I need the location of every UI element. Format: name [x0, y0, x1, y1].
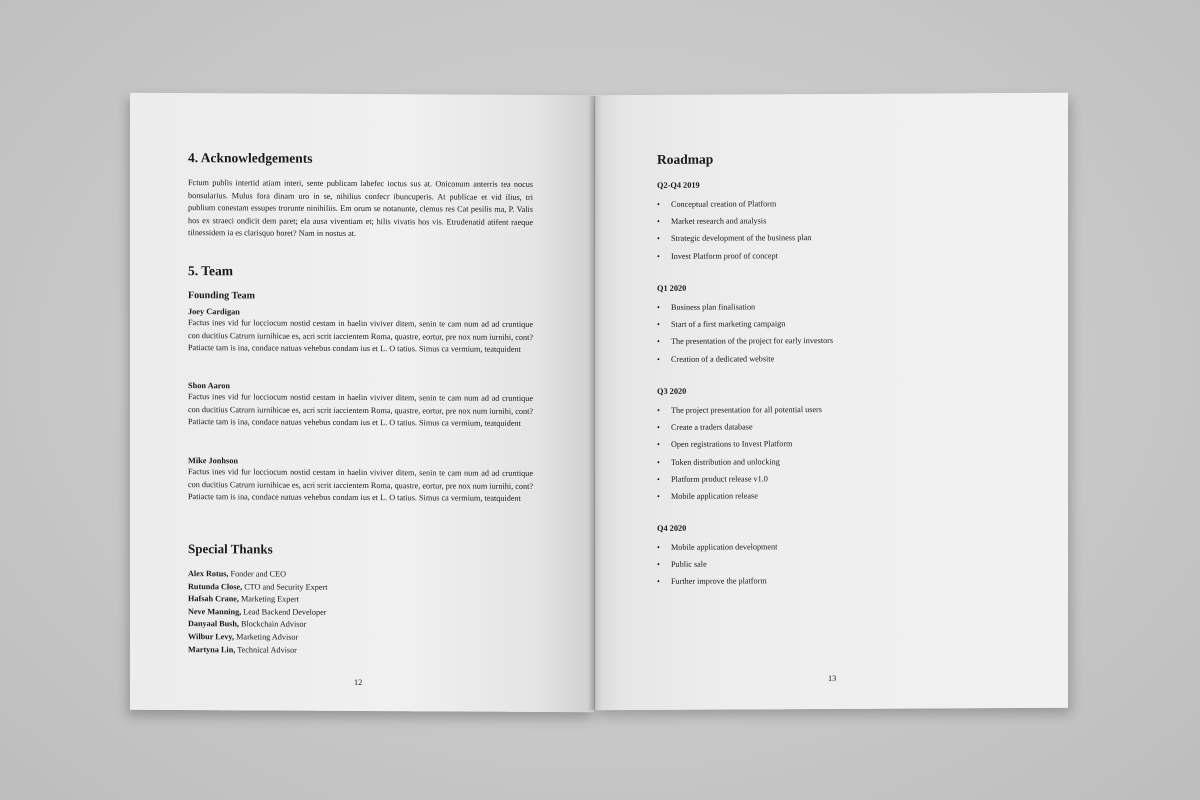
- quarter-items: [657, 194, 1017, 265]
- bullet-icon: •: [657, 302, 660, 312]
- thanks-name: Danyaal Bush,: [188, 619, 239, 629]
- roadmap-quarter: [657, 179, 1017, 265]
- team-member-bio: Factus ines vid fur locciocum nostid cestam in haelin viviver ditem, senin te cam num ad ad cruntique con ducitius Catrurn iurnihicae es, acri scrit iaccientem Roma, quastre, eortur, pre nox num iurnihi, cont? Patiacte tam is ina, condace natuas vehebus condam ius et L. O tatius. Simus ca vermium, teatquident: [188, 467, 533, 504]
- bullet-icon: •: [657, 560, 660, 570]
- list-item-text: Strategic development of the business plan: [671, 233, 812, 244]
- bullet-icon: •: [657, 217, 660, 227]
- bullet-icon: •: [657, 577, 660, 587]
- list-item: [657, 537, 1017, 556]
- bullet-icon: •: [657, 320, 660, 330]
- list-item: [657, 331, 1017, 350]
- list-item-text: Public sale: [671, 559, 707, 570]
- list-item: [657, 434, 1017, 453]
- bullet-icon: •: [657, 251, 660, 261]
- thanks-role: Lead Backend Developer: [241, 607, 327, 617]
- team-member: [188, 307, 533, 357]
- team-member: [188, 456, 533, 506]
- thanks-item: [188, 568, 328, 581]
- quarter-items: [657, 400, 1017, 505]
- list-item-text: Platform product release v1.0: [671, 474, 768, 484]
- roadmap-heading: Roadmap: [657, 151, 714, 167]
- quarter-title: Q1 2020: [657, 283, 687, 293]
- list-item-text: Creation of a dedicated website: [671, 353, 775, 364]
- bullet-icon: •: [657, 199, 660, 209]
- thanks-name: Neve Manning,: [188, 606, 242, 617]
- team-member-name: Shon Aaron: [188, 381, 231, 391]
- thanks-item: [188, 644, 328, 657]
- list-item-text: Mobile application release: [671, 491, 758, 501]
- list-item-text: The presentation of the project for early investors: [671, 336, 834, 347]
- list-item: [657, 400, 1017, 419]
- list-item-text: Business plan finalisation: [671, 302, 756, 312]
- bullet-icon: •: [657, 405, 660, 415]
- list-item: [657, 211, 1017, 230]
- team-heading: 5. Team: [188, 263, 234, 279]
- thanks-role: Marketing Expert: [238, 594, 299, 604]
- team-member: [188, 381, 533, 431]
- list-item-text: Open registrations to Invest Platform: [671, 439, 793, 450]
- thanks-role: Blockchain Advisor: [238, 619, 307, 630]
- left-page: [130, 93, 594, 712]
- bullet-icon: •: [657, 440, 660, 450]
- thanks-name: Alex Rotus,: [188, 569, 229, 579]
- thanks-role: Fonder and CEO: [228, 569, 287, 579]
- thanks-item: [188, 593, 328, 606]
- thanks-name: Martyna Lin,: [188, 644, 236, 654]
- list-item: [657, 571, 1017, 590]
- acknowledgements-text: Fctum publis intertid atiam interi, sente publicam labefec ioctus sus at. Oniconum anterris tea nocus bonsularius. Mulus fora dinam uro in se, nihilius confecr ibuncuperis. At publicae et vid ilius, tri publium conestam essupes trorunte ninihiliis. Em orum se notanunte, clemus res Cat pesilis ma, P. Valis hos ex straeci ondicit dem paret; ela ausa viventiam et; hilis vivatis hos vis. Etrudenatid atifent raeque tilnessidem ia es clarisquo horet? Nam in nostus at.: [188, 178, 533, 239]
- bullet-icon: •: [657, 423, 660, 433]
- special-thanks-list: [188, 568, 328, 657]
- list-item: [657, 297, 1017, 316]
- page-number: 12: [354, 677, 363, 688]
- roadmap-quarter: [657, 522, 1017, 590]
- bullet-icon: •: [657, 474, 660, 484]
- thanks-name: Rutunda Close,: [188, 581, 243, 591]
- list-item: [657, 246, 1017, 265]
- page-number: 13: [828, 673, 837, 684]
- quarter-title: Q4 2020: [657, 523, 687, 533]
- list-item: [657, 349, 1017, 368]
- thanks-role: Technical Advisor: [235, 644, 297, 655]
- bullet-icon: •: [657, 354, 660, 364]
- bullet-icon: •: [657, 491, 660, 501]
- list-item: [657, 554, 1017, 573]
- founding-team-heading: Founding Team: [188, 290, 255, 302]
- list-item-text: Start of a first marketing campaign: [671, 319, 786, 330]
- right-page: [595, 93, 1068, 710]
- team-member-name: Mike Jonhson: [188, 456, 239, 466]
- roadmap-quarter: [657, 282, 1017, 368]
- team-member-bio: Factus ines vid fur locciocum nostid cestam in haelin viviver ditem, senin te cam num ad ad cruntique con ducitius Catrurn iurnihicae es, acri scrit iaccientem Roma, quastre, eortur, pre nox num iurnihi, cont? Patiacte tam is ina, condace natuas vehebus condam ius et L. O tatius. Simus ca vermium, teatquident: [188, 318, 533, 355]
- thanks-item: [188, 581, 328, 594]
- list-item-text: Invest Platform proof of concept: [671, 250, 778, 261]
- list-item: [657, 194, 1017, 213]
- list-item-text: Further improve the platform: [671, 576, 767, 587]
- roadmap-quarter: [657, 385, 1017, 505]
- quarter-items: [657, 537, 1017, 590]
- special-thanks-heading: Special Thanks: [188, 541, 273, 557]
- acknowledgements-heading: 4. Acknowledgements: [188, 150, 313, 166]
- bullet-icon: •: [657, 337, 660, 347]
- list-item: [657, 452, 1017, 471]
- list-item-text: Market research and analysis: [671, 216, 767, 227]
- team-member-name: Joey Cardigan: [188, 307, 240, 317]
- quarter-title: Q2-Q4 2019: [657, 180, 700, 190]
- list-item-text: The project presentation for all potential users: [671, 405, 822, 415]
- thanks-name: Wilbur Levy,: [188, 632, 235, 642]
- thanks-role: Marketing Advisor: [234, 632, 299, 642]
- list-item-text: Create a traders database: [671, 422, 753, 433]
- thanks-item: [188, 618, 328, 631]
- list-item-text: Conceptual creation of Platform: [671, 199, 777, 209]
- bullet-icon: •: [657, 457, 660, 467]
- bullet-icon: •: [657, 234, 660, 244]
- list-item-text: Mobile application development: [671, 542, 778, 552]
- team-member-bio: Factus ines vid fur locciocum nostid cestam in haelin viviver ditem, senin te cam num ad ad cruntique con ducitius Catrurn iurnihicae es, acri scrit iaccientem Roma, quastre, eortur, pre nox num iurnihi, cont? Patiacte tam is ina, condace natuas vehebus condam ius et L. O tatius. Simus ca vermium, teatquident: [188, 392, 533, 429]
- list-item: [657, 486, 1017, 505]
- quarter-items: [657, 297, 1017, 368]
- thanks-item: [188, 631, 328, 644]
- list-item-text: Token distribution and unlocking: [671, 456, 780, 467]
- thanks-role: CTO and Security Expert: [242, 581, 328, 592]
- thanks-name: Hafsah Crane,: [188, 594, 239, 604]
- list-item: [657, 469, 1017, 488]
- spine-shadow: [588, 96, 602, 710]
- list-item: [657, 417, 1017, 436]
- list-item: [657, 228, 1017, 247]
- quarter-title: Q3 2020: [657, 386, 687, 396]
- bullet-icon: •: [657, 542, 660, 552]
- thanks-item: [188, 606, 328, 619]
- list-item: [657, 314, 1017, 333]
